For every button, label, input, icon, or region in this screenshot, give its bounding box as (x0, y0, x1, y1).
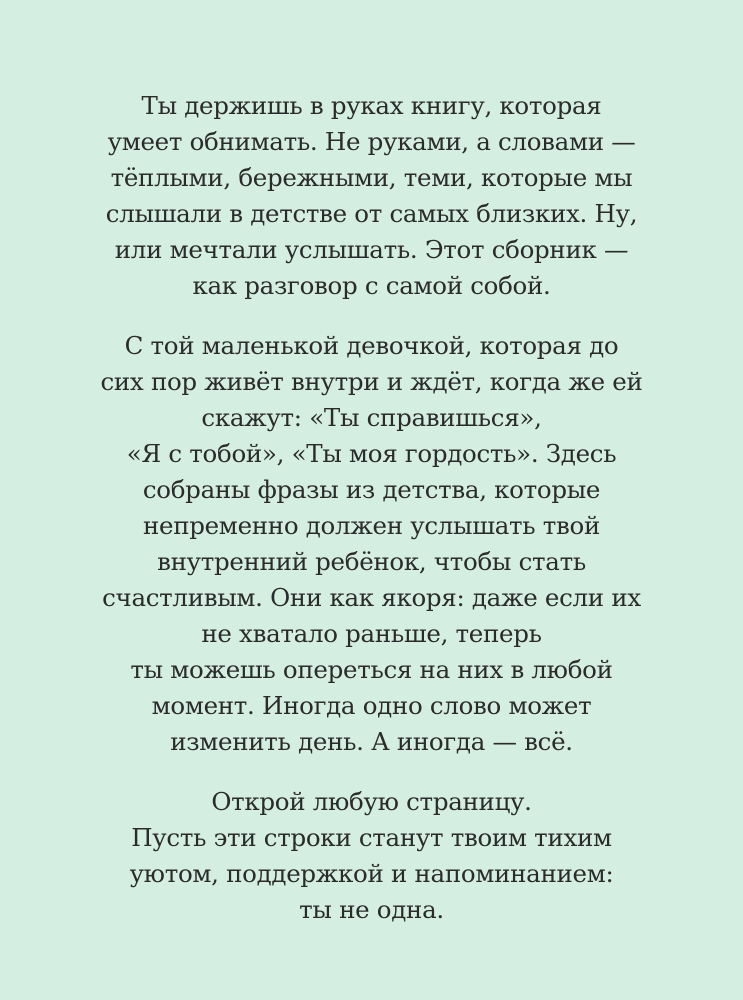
text-line: собраны фразы из детства, которые (142, 475, 601, 504)
text-line: слышали в детстве от самых близких. Ну, (105, 199, 638, 228)
text-line: счастливым. Они как якоря: даже если их (102, 583, 641, 612)
text-line: Открой любую страницу. (211, 787, 532, 816)
text-line: изменить день. А иногда — всё. (170, 727, 573, 756)
text-line: внутренний ребёнок, чтобы стать (157, 547, 586, 576)
text-line: С той маленькой девочкой, которая до (124, 331, 619, 360)
text-line: умеет обнимать. Не руками, а словами — (107, 127, 636, 156)
text-line: или мечтали услышать. Этот сборник — (114, 235, 629, 264)
text-line: «Я с тобой», «Ты моя гордость». Здесь (126, 439, 617, 468)
paragraph-inner-child (0, 328, 743, 760)
paragraph-closing (0, 784, 743, 928)
text-line: момент. Иногда одно слово может (151, 691, 592, 720)
text-line: ты не одна. (299, 895, 444, 924)
text-line: не хватало раньше, теперь (201, 619, 542, 648)
text-line: сих пор живёт внутри и ждёт, когда же ей (100, 367, 643, 396)
text-line: как разговор с самой собой. (192, 271, 551, 300)
text-line: скажут: «Ты справишься», (201, 403, 542, 432)
paragraph-intro (0, 88, 743, 304)
text-line: Пусть эти строки станут твоим тихим (131, 823, 612, 852)
text-line: уютом, поддержкой и напоминанием: (129, 859, 614, 888)
text-line: непременно должен услышать твой (142, 511, 601, 540)
text-line: ты можешь опереться на них в любой (130, 655, 613, 684)
text-line: тёплыми, бережными, теми, которые мы (110, 163, 633, 192)
text-line: Ты держишь в руках книгу, которая (141, 91, 602, 120)
